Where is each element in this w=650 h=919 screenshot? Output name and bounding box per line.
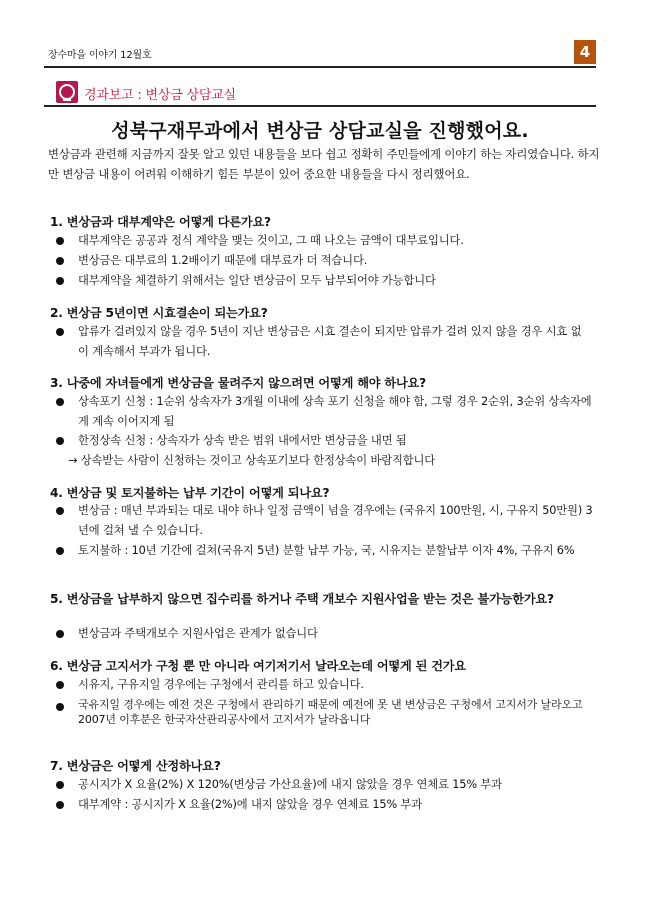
bullet-icon — [56, 237, 64, 245]
question-6: 6. 변상금 고지서가 구청 뿐 만 아니라 여기저기서 날라오는데 어떻게 된 건가요 — [50, 659, 466, 673]
section-rule — [44, 105, 596, 107]
bullet-icon — [56, 681, 64, 689]
list-item: 상속포기 신청 : 1순위 상속자가 3개월 이내에 상속 포기 신청을 해야 함, 그렇 경우 2순위, 3순위 상속자에게 계속 이어지게 됨 — [78, 392, 598, 431]
question-1: 1. 변상금과 대부계약은 어떻게 다른가요? — [50, 215, 271, 229]
bullet-icon — [56, 277, 64, 285]
bullet-icon — [56, 437, 64, 445]
list-item: 대부계약은 공공과 정식 계약을 맺는 것이고, 그 때 나오는 금액이 대부료입니다. — [78, 231, 464, 251]
bullet-icon — [56, 630, 64, 638]
list-item: 압류가 걸려있지 않을 경우 5년이 지난 변상금은 시효 결손이 되지만 압류가 걸려 있지 않을 경우 시효 없이 계속해서 부과가 됩니다. — [78, 322, 588, 361]
question-7: 7. 변상금은 어떻게 산정하나요? — [50, 759, 221, 773]
list-item: 대부계약을 체결하기 위해서는 일단 변상금이 모두 납부되어야 가능합니다 — [78, 271, 436, 291]
question-4: 4. 변상금 및 토지불하는 납부 기간이 어떻게 되나요? — [50, 486, 330, 500]
page-number: 4 — [574, 40, 596, 64]
page-title: 성북구재무과에서 변상금 상담교실을 진행했어요. — [111, 120, 529, 142]
list-item: 국유지일 경우에는 예전 것은 구청에서 관리하기 때문에 예전에 못 낸 변상금은 구청에서 고지서가 날라오고 2007년 이후분은 한국자산관리공사에서 고지서가 날라옵니다 — [78, 697, 583, 727]
bullet-icon — [56, 703, 64, 711]
bullet-icon — [56, 257, 64, 265]
list-item: 토지불하 : 10년 기간에 걸쳐(국유지 5년) 분할 납부 가능, 국, 시유지는 분할납부 이자 4%, 구유지 6% — [78, 541, 583, 561]
bullet-icon — [56, 781, 64, 789]
question-2: 2. 변상금 5년이면 시효결손이 되는가요? — [50, 306, 268, 320]
newsletter-name: 장수마을 이야기 12월호 — [48, 50, 152, 61]
bullet-icon — [56, 398, 64, 406]
note-text: → 상속받는 사람이 신청하는 것이고 상속포기보다 한정상속이 바람직합니다 — [68, 454, 436, 467]
question-3: 3. 나중에 자녀들에게 변상금을 물려주지 않으려면 어떻게 해야 하나요? — [50, 376, 426, 390]
list-item: 변상금 : 매년 부과되는 대로 내야 하나 일정 금액이 넘을 경우에는 (국유지 100만원, 시, 구유지 50만원) 3년에 걸쳐 낼 수 있습니다. — [78, 501, 603, 540]
list-item: 한정상속 신청 : 상속자가 상속 받은 범위 내에서만 변상금을 내면 됨 — [78, 431, 407, 451]
page-header — [44, 40, 596, 64]
bullet-icon — [56, 547, 64, 555]
list-item: 시유지, 구유지일 경우에는 구청에서 관리를 하고 있습니다. — [78, 675, 364, 695]
list-item: 변상금은 대부료의 1.2배이기 때문에 대부료가 더 적습니다. — [78, 251, 367, 271]
list-item: 대부계약 : 공시지가 X 요율(2%)에 내지 않았을 경우 연체료 15% 부과 — [78, 795, 422, 815]
intro-paragraph: 변상금과 관련해 지금까지 잘못 알고 있던 내용들을 보다 쉽고 정확히 주민들에게 이야기 하는 자리였습니다. 하지만 변상금 내용이 어려워 이해하기 힘든 부분이 있어 중요한 내용들을 다시 정리했어요. — [48, 147, 600, 181]
section-badge-icon — [56, 81, 78, 103]
question-5: 5. 변상금을 납부하지 않으면 집수리를 하거나 주택 개보수 지원사업을 받는 것은 불가능한가요? — [50, 592, 554, 606]
bullet-icon — [56, 328, 64, 336]
section-label: 경과보고 : 변상금 상담교실 — [84, 88, 236, 103]
list-item: 공시지가 X 요율(2%) X 120%(변상금 가산요율)에 내지 않았을 경우 연체료 15% 부과 — [78, 775, 502, 795]
list-item: 변상금과 주택개보수 지원사업은 관계가 없습니다 — [78, 624, 318, 644]
bullet-icon — [56, 507, 64, 515]
header-rule — [44, 66, 596, 68]
bullet-icon — [56, 801, 64, 809]
